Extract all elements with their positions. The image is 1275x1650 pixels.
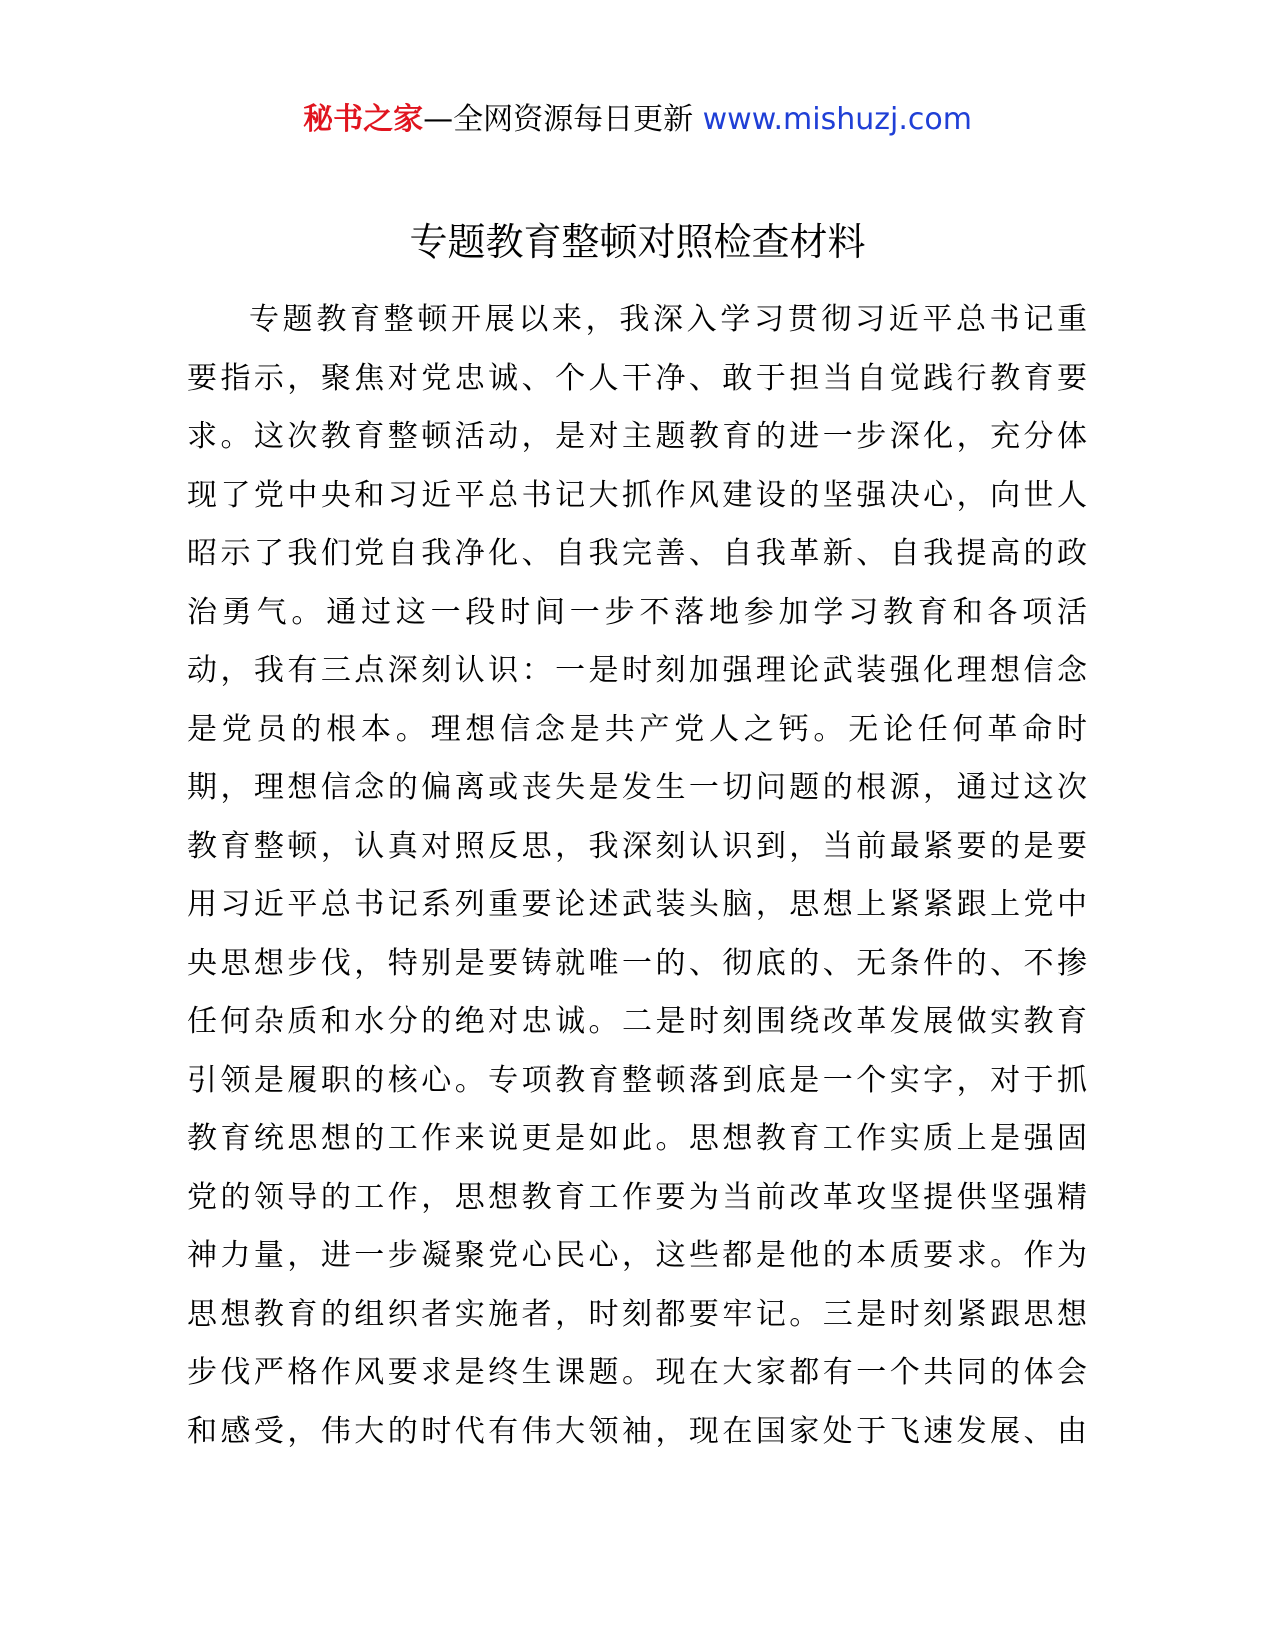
body-line: 要指示，聚焦对党忠诚、个人干净、敢于担当自觉践行教育要	[187, 360, 1087, 396]
body-line: 党的领导的工作，思想教育工作要为当前改革攻坚提供坚强精	[187, 1179, 1087, 1215]
body-line: 昭示了我们党自我净化、自我完善、自我革新、自我提高的政	[187, 536, 1087, 571]
header-tagline: —全网资源每日更新	[423, 102, 694, 137]
body-line: 和感受，伟大的时代有伟大领袖，现在国家处于飞速发展、由	[187, 1413, 1087, 1449]
body-line: 求。这次教育整顿活动，是对主题教育的进一步深化，充分体	[187, 419, 1087, 454]
body-line: 教育统思想的工作来说更是如此。思想教育工作实质上是强固	[187, 1121, 1087, 1156]
body-line: 治勇气。通过这一段时间一步不落地参加学习教育和各项活	[187, 594, 1087, 630]
body-line: 用习近平总书记系列重要论述武装头脑，思想上紧紧跟上党中	[187, 887, 1087, 922]
body-line: 引领是履职的核心。专项教育整顿落到底是一个实字，对于抓	[187, 1062, 1087, 1098]
body-line: 神力量，进一步凝聚党心民心，这些都是他的本质要求。作为	[187, 1238, 1087, 1273]
body-line: 思想教育的组织者实施者，时刻都要牢记。三是时刻紧跟思想	[187, 1296, 1087, 1332]
body-line: 专题教育整顿开展以来，我深入学习贯彻习近平总书记重	[249, 302, 1087, 337]
brand-name: 秘书之家	[303, 102, 424, 137]
body-line: 是党员的根本。理想信念是共产党人之钙。无论任何革命时	[187, 711, 1087, 747]
body-line: 动，我有三点深刻认识：一是时刻加强理论武装强化理想信念	[187, 653, 1087, 688]
body-line: 教育整顿，认真对照反思，我深刻认识到，当前最紧要的是要	[187, 828, 1087, 864]
document-body	[187, 291, 1087, 1461]
body-line: 现了党中央和习近平总书记大抓作风建设的坚强决心，向世人	[187, 477, 1087, 513]
site-header	[0, 98, 1275, 142]
body-line: 期，理想信念的偏离或丧失是发生一切问题的根源，通过这次	[187, 770, 1087, 805]
body-line: 央思想步伐，特别是要铸就唯一的、彻底的、无条件的、不掺	[187, 945, 1087, 981]
site-url-link[interactable]: www.mishuzj.com	[702, 102, 972, 137]
document-title: 专题教育整顿对照检查材料	[409, 220, 866, 264]
body-line: 步伐严格作风要求是终生课题。现在大家都有一个共同的体会	[187, 1355, 1087, 1390]
body-line: 任何杂质和水分的绝对忠诚。二是时刻围绕改革发展做实教育	[187, 1004, 1087, 1039]
